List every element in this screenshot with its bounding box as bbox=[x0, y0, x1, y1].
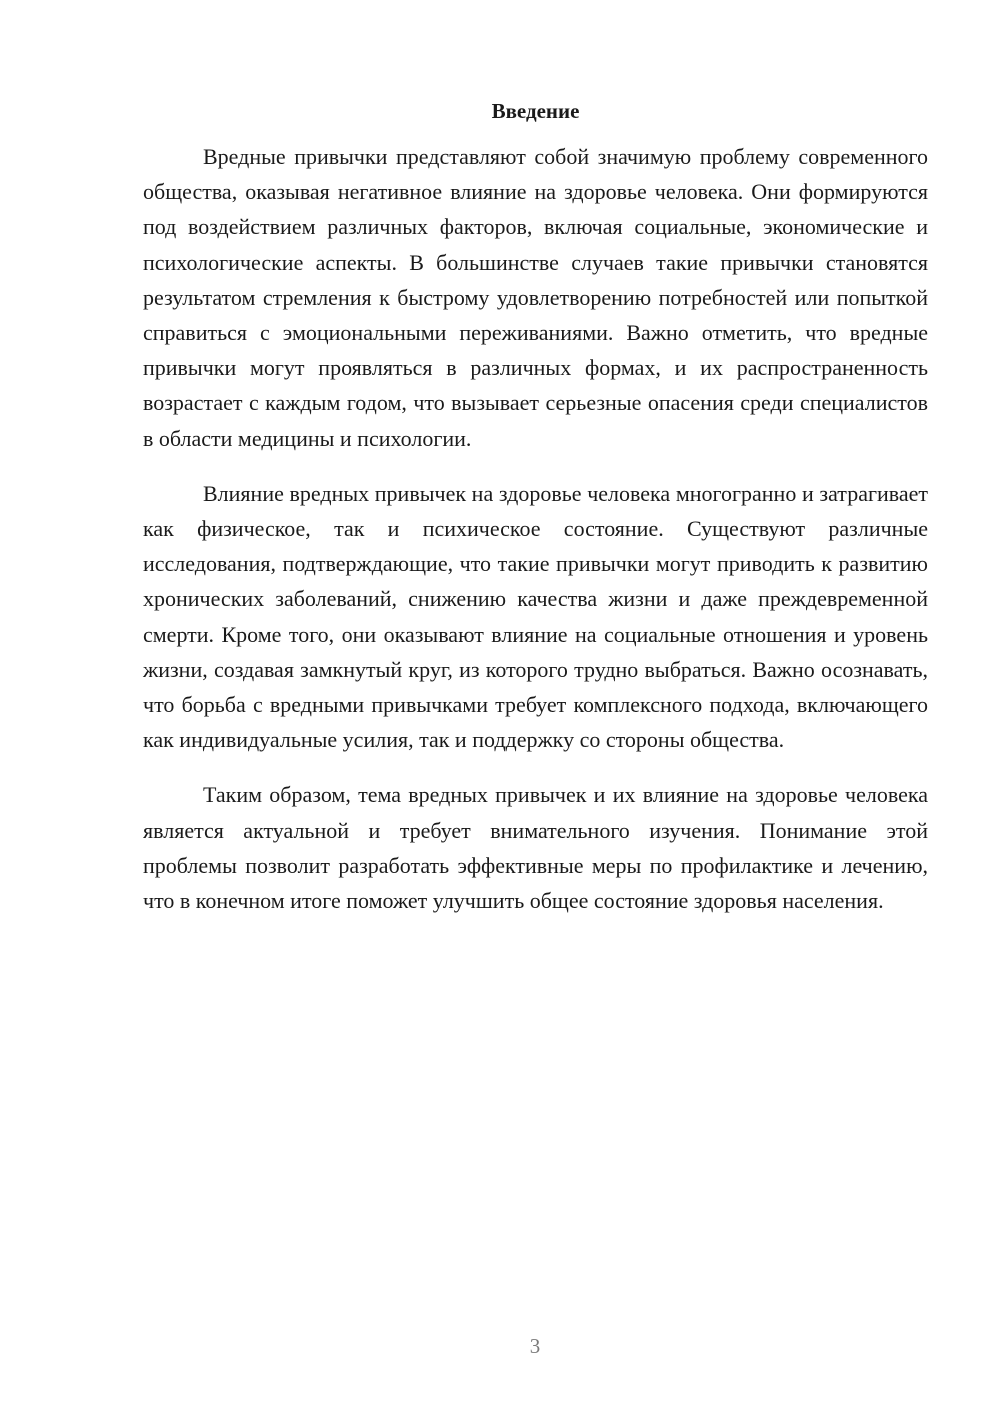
paragraph-3: Таким образом, тема вредных привычек и их влияние на здоровье человека является актуальной и требует внимательного изучения. Понимание этой проблемы позволит разработать эффективные меры по профилактике и лечению, что в конечном итоге поможет улучшить общее состояние здоровья населения. bbox=[143, 782, 928, 914]
paragraph-2: Влияние вредных привычек на здоровье человека многогранно и затрагивает как физическое, так и психическое состояние. Существуют различные исследования, подтверждающие, что такие привычки могут приводить к развитию хронических заболеваний, снижению качества жизни и даже преждевременной смерти. Кроме того, они оказывают влияние на социальные отношения и уровень жизни, создавая замкнутый круг, из которого трудно выбраться. Важно осознавать, что борьба с вредными привычками требует комплексного подхода, включающего как индивидуальные усилия, так и поддержку со стороны общества. bbox=[143, 480, 928, 753]
section-heading: Введение bbox=[491, 99, 580, 123]
page-content bbox=[143, 96, 928, 938]
paragraph-1: Вредные привычки представляют собой значимую проблему современного общества, оказывая негативное влияние на здоровье человека. Они формируются под воздействием различных факторов, включая социальные, экономические и психологические аспекты. В большинстве случаев такие привычки становятся результатом стремления к быстрому удовлетворению потребностей или попыткой справиться с эмоциональными переживаниями. Важно отметить, что вредные привычки могут проявляться в различных формах, и их распространенность возрастает с каждым годом, что вызывает серьезные опасения среди специалистов в области медицины и психологии. bbox=[143, 144, 928, 451]
page-number: 3 bbox=[529, 1334, 541, 1358]
